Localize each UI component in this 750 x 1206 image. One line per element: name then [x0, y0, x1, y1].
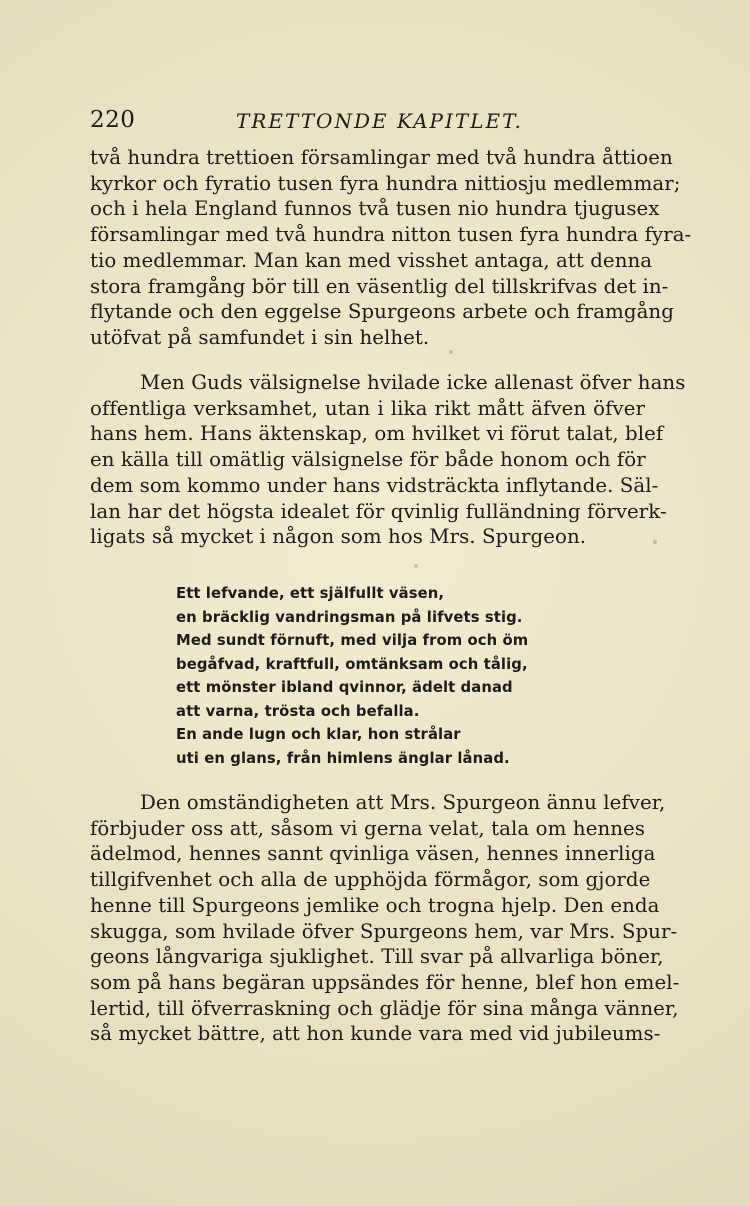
paragraph-line: skugga, som hvilade öfver Spurgeons hem, var Mrs. Spur-	[90, 919, 678, 943]
poem-line: ett mönster ibland qvinnor, ädelt danad	[176, 679, 513, 696]
paragraph-line: församlingar med två hundra nitton tusen fyra hundra fyra-	[90, 223, 692, 247]
paragraph-line: två hundra trettioen församlingar med två hundra åttioen	[90, 146, 673, 169]
paragraph-line: förbjuder oss att, såsom vi gerna velat, tala om hennes	[90, 816, 645, 840]
paragraph-line: henne till Spurgeons jemlike och trogna hjelp. Den enda	[90, 893, 660, 917]
paragraph-1	[90, 145, 692, 351]
poem-line: att varna, trösta och befalla.	[176, 702, 420, 720]
paragraph-line: dem som kommo under hans vidsträckta inflytande. Säl-	[90, 473, 659, 497]
paragraph-line: ädelmod, hennes sannt qvinliga väsen, hennes innerliga	[90, 842, 656, 866]
page-number: 220	[90, 107, 136, 133]
paragraph-line: geons långvariga sjuklighet. Till svar på allvarliga böner,	[90, 945, 664, 969]
paragraph-line: Den omständigheten att Mrs. Spurgeon ännu lefver,	[140, 791, 666, 814]
paragraph-line: utöfvat på samfundet i sin helhet.	[90, 325, 430, 349]
paragraph-line: kyrkor och fyratio tusen fyra hundra nittiosju medlemmar;	[90, 171, 681, 195]
paragraph-line: offentliga verksamhet, utan i lika rikt mått äfven öfver	[90, 396, 645, 420]
paragraph-line: flytande och den eggelse Spurgeons arbete och framgång	[90, 300, 674, 324]
paragraph-line: Men Guds välsignelse hvilade icke allenast öfver hans	[140, 371, 686, 394]
paper-speck	[414, 564, 418, 568]
paragraph-line: tio medlemmar. Man kan med visshet antaga, att denna	[90, 248, 653, 272]
paragraph-line: så mycket bättre, att hon kunde vara med vid jubileums-	[90, 1022, 661, 1046]
paragraph-line: tillgifvenhet och alla de upphöjda förmågor, som gjorde	[90, 868, 651, 892]
paragraph-line: en källa till omätlig välsignelse för både honom och för	[90, 448, 646, 472]
running-title: TRETTONDE KAPITLET.	[236, 109, 523, 133]
paper-speck	[653, 540, 657, 544]
poem-line: Med sundt förnuft, med vilja from och öm	[176, 632, 529, 649]
paragraph-line: som på hans begäran uppsändes för henne, blef hon emel-	[90, 970, 680, 994]
poem-line: begåfvad, kraftfull, omtänksam och tålig,	[176, 655, 528, 673]
paragraph-line: ligats så mycket i någon som hos Mrs. Spurgeon.	[90, 525, 587, 549]
paragraph-2	[90, 370, 686, 550]
paragraph-line: och i hela England funnos två tusen nio hundra tjugusex	[90, 197, 660, 221]
poem-line: En ande lugn och klar, hon strålar	[176, 726, 461, 743]
paragraph-line: lertid, till öfverraskning och glädje för sina många vänner,	[90, 996, 679, 1020]
poem-stanza	[176, 582, 529, 770]
poem-line: Ett lefvande, ett själfullt väsen,	[176, 585, 445, 602]
paragraph-line: stora framgång bör till en väsentlig del tillskrifvas det in-	[90, 274, 669, 298]
page-header	[90, 107, 650, 137]
paragraph-line: lan har det högsta idealet för qvinlig fulländning förverk-	[90, 499, 667, 523]
poem-line: en bräcklig vandringsman på lifvets stig.	[176, 608, 523, 626]
paragraph-line: hans hem. Hans äktenskap, om hvilket vi förut talat, blef	[90, 422, 664, 446]
poem-line: uti en glans, från himlens änglar lånad.	[176, 749, 510, 767]
paragraph-3	[90, 790, 680, 1047]
